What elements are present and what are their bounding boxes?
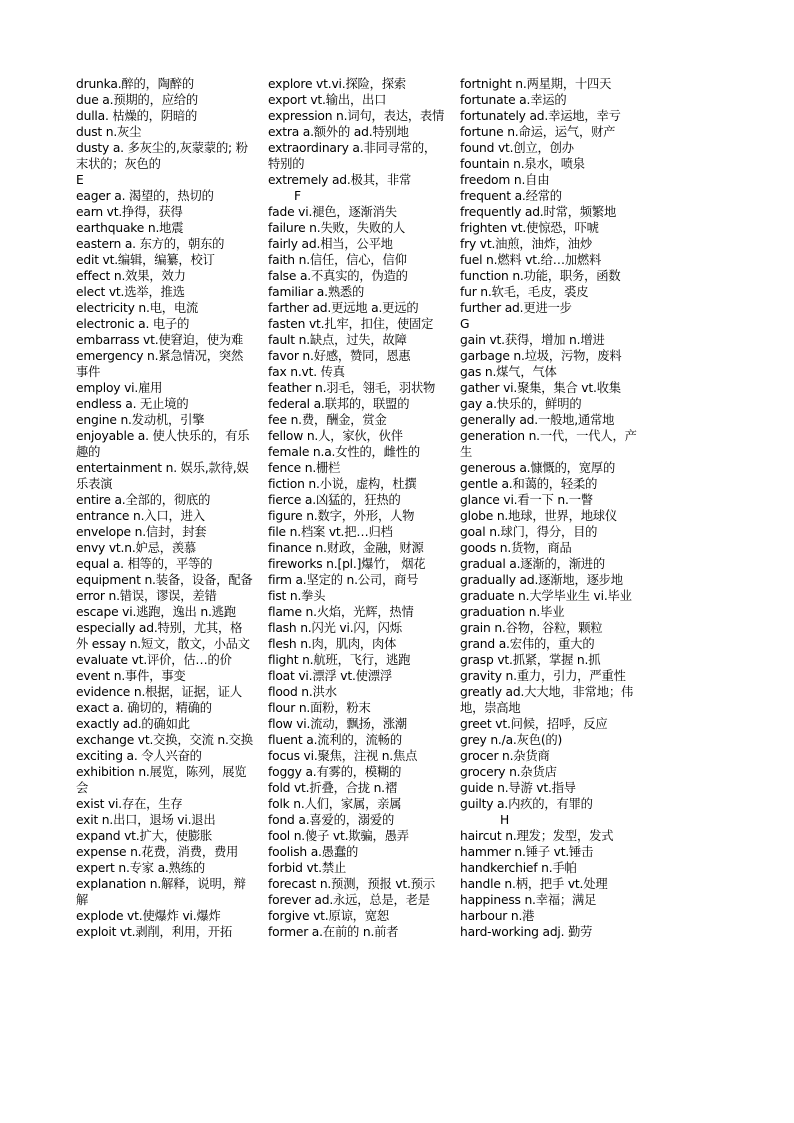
vocab-entry: folk n.人们，家属，亲属 (268, 797, 402, 811)
vocab-entry: forgive vt.原谅，宽恕 (268, 909, 389, 923)
vocab-column-2 (268, 76, 446, 940)
vocab-entry: engine n.发动机，引擎 (76, 413, 205, 427)
vocab-entry: grain n.谷物，谷粒，颗粒 (460, 621, 603, 635)
vocab-entry: emergency n.紧急情况，突然事件 (76, 349, 244, 379)
vocab-entry: failure n.失败，失败的人 (268, 221, 406, 235)
section-letter: H (500, 813, 510, 827)
vocab-entry: figure n.数字，外形，人物 (268, 509, 415, 523)
vocab-entry: earn vt.挣得，获得 (76, 205, 183, 219)
vocab-entry: exactly ad.的确如此 (76, 717, 190, 731)
vocab-entry: evaluate vt.评价，估…的价 (76, 653, 232, 667)
vocab-entry: embarrass vt.使窘迫，使为难 (76, 333, 244, 347)
vocab-entry: greet vt.问候，招呼，反应 (460, 717, 608, 731)
vocab-entry: further ad.更进一步 (460, 301, 572, 315)
vocab-entry: guilty a.内疚的，有罪的 (460, 797, 593, 811)
vocab-entry: happiness n.幸福；满足 (460, 893, 597, 907)
vocab-entry: flash n.闪光 vi.闪，闪烁 (268, 621, 402, 635)
vocab-entry: favor n.好感，赞同，恩惠 (268, 349, 411, 363)
vocab-entry: grocery n.杂货店 (460, 765, 557, 779)
vocab-entry: frequently ad.时常，频繁地 (460, 205, 617, 219)
vocab-entry: forbid vt.禁止 (268, 861, 347, 875)
vocab-entry: focus vi.聚焦，注视 n.焦点 (268, 749, 418, 763)
vocab-entry: explanation n.解释，说明，辩解 (76, 877, 246, 907)
vocab-entry: generally ad.一般地,通常地 (460, 413, 615, 427)
vocab-entry: file n.档案 vt.把…归档 (268, 525, 393, 539)
vocab-entry: frighten vt.使惊恐，吓唬 (460, 221, 599, 235)
section-letter: E (76, 173, 84, 187)
vocab-entry: dusty a. 多灰尘的,灰蒙蒙的; 粉末状的；灰色的 (76, 141, 248, 171)
vocab-entry: fortnight n.两星期，十四天 (460, 77, 612, 91)
vocab-entry: flood n.洪水 (268, 685, 337, 699)
vocab-entry: frequent a.经常的 (460, 189, 562, 203)
vocab-entry: dulla. 枯燥的，阴暗的 (76, 109, 198, 123)
vocab-entry: fond a.喜爱的，溺爱的 (268, 813, 395, 827)
vocab-entry: gradually ad.逐渐地，逐步地 (460, 573, 623, 587)
vocab-entry: gay a.快乐的，鲜明的 (460, 397, 582, 411)
vocab-entry: gas n.煤气，气体 (460, 365, 557, 379)
vocab-entry: expense n.花费，消费，费用 (76, 845, 239, 859)
vocab-entry: glance vi.看一下 n.一瞥 (460, 493, 593, 507)
vocab-entry: gather vi.聚集，集合 vt.收集 (460, 381, 621, 395)
vocab-entry: goods n.货物，商品 (460, 541, 572, 555)
vocab-entry: globe n.地球，世界，地球仪 (460, 509, 618, 523)
vocab-entry: guide n.导游 vt.指导 (460, 781, 576, 795)
vocab-entry: found vt.创立，创办 (460, 141, 574, 155)
vocab-entry: federal a.联邦的，联盟的 (268, 397, 410, 411)
vocab-entry: greatly ad.大大地，非常地；伟地，崇高地 (460, 685, 634, 715)
vocab-entry: exhibition n.展览，陈列，展览会 (76, 765, 247, 795)
vocab-entry: feather n.羽毛，翎毛，羽状物 (268, 381, 436, 395)
vocab-entry: fortune n.命运，运气，财产 (460, 125, 616, 139)
vocab-entry: fade vi.褪色，逐渐消失 (268, 205, 397, 219)
vocab-entry: flight n.航班，飞行，逃跑 (268, 653, 411, 667)
vocab-entry: fasten vt.扎牢，扣住，使固定 (268, 317, 434, 331)
vocab-entry: edit vt.编辑，编纂，校订 (76, 253, 215, 267)
vocab-entry: gain vt.获得，增加 n.增进 (460, 333, 605, 347)
vocab-entry: flow vi.流动，飘扬，涨潮 (268, 717, 408, 731)
vocab-entry: fierce a.凶猛的，狂热的 (268, 493, 401, 507)
vocab-entry: exciting a. 令人兴奋的 (76, 749, 202, 763)
vocab-entry: gravity n.重力，引力，严重性 (460, 669, 626, 683)
vocab-entry: faith n.信任，信心，信仰 (268, 253, 407, 267)
vocab-entry: fireworks n.[pl.]爆竹， 烟花 (268, 557, 426, 571)
vocab-entry: expression n.词句，表达，表情 (268, 109, 445, 123)
vocab-entry: evidence n.根据，证据，证人 (76, 685, 242, 699)
vocab-entry: garbage n.垃圾，污物，废料 (460, 349, 622, 363)
vocab-entry: fence n.栅栏 (268, 461, 341, 475)
vocab-entry: fountain n.泉水，喷泉 (460, 157, 585, 171)
vocab-entry: graduation n.毕业 (460, 605, 565, 619)
vocab-column-1 (76, 76, 254, 940)
vocab-entry: fold vt.折叠，合拢 n.褶 (268, 781, 397, 795)
vocab-entry: error n.错误，谬误，差错 (76, 589, 217, 603)
vocab-entry: earthquake n.地震 (76, 221, 184, 235)
vocab-entry: fairly ad.相当，公平地 (268, 237, 393, 251)
vocab-entry: electronic a. 电子的 (76, 317, 190, 331)
vocab-entry: envy vt.n.妒忌，羡慕 (76, 541, 197, 555)
vocab-entry: grasp vt.抓紧，掌握 n.抓 (460, 653, 601, 667)
vocab-entry: female n.a.女性的，雌性的 (268, 445, 420, 459)
vocab-entry: fool n.傻子 vt.欺骗，愚弄 (268, 829, 409, 843)
vocab-entry: envelope n.信封，封套 (76, 525, 207, 539)
vocab-entry: eastern a. 东方的，朝东的 (76, 237, 225, 251)
vocab-entry: endless a. 无止境的 (76, 397, 189, 411)
vocab-entry: escape vi.逃跑，逸出 n.逃跑 (76, 605, 236, 619)
vocab-entry: employ vi.雇用 (76, 381, 163, 395)
vocab-column-3 (460, 76, 638, 940)
vocab-entry: familiar a.熟悉的 (268, 285, 365, 299)
vocab-entry: harbour n.港 (460, 909, 535, 923)
vocab-entry: extremely ad.极其，非常 (268, 173, 412, 187)
vocab-entry: forecast n.预测，预报 vt.预示 (268, 877, 435, 891)
vocab-entry: flame n.火焰，光辉，热情 (268, 605, 414, 619)
vocab-entry: event n.事件，事变 (76, 669, 186, 683)
vocab-entry: grand a.宏伟的，重大的 (460, 637, 595, 651)
vocab-entry: fiction n.小说，虚构，杜撰 (268, 477, 417, 491)
vocab-entry: generous a.慷慨的，宽厚的 (460, 461, 616, 475)
vocab-entry: fry vt.油煎，油炸，油炒 (460, 237, 592, 251)
vocab-entry: exist vi.存在，生存 (76, 797, 183, 811)
vocab-entry: explore vt.vi.探险，探索 (268, 77, 406, 91)
vocab-entry: exploit vt.剥削，利用，开拓 (76, 925, 233, 939)
vocab-entry: freedom n.自由 (460, 173, 550, 187)
vocab-entry: fellow n.人，家伙，伙伴 (268, 429, 403, 443)
vocab-entry: gradual a.逐渐的，渐进的 (460, 557, 605, 571)
vocab-entry: enjoyable a. 使人快乐的，有乐趣的 (76, 429, 250, 459)
vocab-entry: fault n.缺点，过失，故障 (268, 333, 407, 347)
vocab-entry: extraordinary a.非同寻常的，特别的 (268, 141, 437, 171)
vocab-entry: handle n.柄，把手 vt.处理 (460, 877, 608, 891)
vocab-entry: equipment n.装备，设备，配备 (76, 573, 253, 587)
vocab-entry: extra a.额外的 ad.特别地 (268, 125, 409, 139)
vocab-entry: firm a.坚定的 n.公司，商号 (268, 573, 419, 587)
vocab-entry: entire a.全部的，彻底的 (76, 493, 211, 507)
vocab-entry: grocer n.杂货商 (460, 749, 550, 763)
vocab-entry: explode vt.使爆炸 vi.爆炸 (76, 909, 221, 923)
vocab-entry: elect vt.选举，推选 (76, 285, 185, 299)
vocab-entry: fax n.vt. 传真 (268, 365, 345, 379)
vocab-entry: fluent a.流利的，流畅的 (268, 733, 402, 747)
vocab-entry: eager a. 渴望的，热切的 (76, 189, 214, 203)
vocab-entry: fist n.拳头 (268, 589, 326, 603)
vocab-entry: fee n.费，酬金，赏金 (268, 413, 387, 427)
vocab-entry: forever ad.永远，总是，老是 (268, 893, 430, 907)
vocab-entry: haircut n.理发；发型，发式 (460, 829, 614, 843)
vocab-entry: finance n.财政，金融，财源 (268, 541, 424, 555)
vocab-entry: generation n.一代，一代人，产生 (460, 429, 637, 459)
vocab-entry: foolish a.愚蠢的 (268, 845, 359, 859)
vocab-entry: fortunate a.幸运的 (460, 93, 567, 107)
vocab-entry: due a.预期的，应给的 (76, 93, 198, 107)
vocab-entry: entrance n.入口，进入 (76, 509, 205, 523)
vocab-entry: fur n.软毛，毛皮，裘皮 (460, 285, 589, 299)
vocab-entry: former a.在前的 n.前者 (268, 925, 399, 939)
vocab-entry: effect n.效果，效力 (76, 269, 186, 283)
vocab-entry: hammer n.锤子 vt.锤击 (460, 845, 594, 859)
vocab-entry: goal n.球门，得分，目的 (460, 525, 598, 539)
vocab-entry: electricity n.电，电流 (76, 301, 199, 315)
vocab-entry: handkerchief n.手帕 (460, 861, 577, 875)
vocab-entry: dust n.灰尘 (76, 125, 142, 139)
vocab-entry: drunka.醉的，陶醉的 (76, 77, 194, 91)
vocab-entry: export vt.输出，出口 (268, 93, 387, 107)
vocab-entry: false a.不真实的，伪造的 (268, 269, 408, 283)
vocab-entry: flesh n.肉，肌肉，肉体 (268, 637, 397, 651)
vocab-entry: graduate n.大学毕业生 vi.毕业 (460, 589, 632, 603)
vocab-entry: exchange vt.交换，交流 n.交换 (76, 733, 253, 747)
vocab-entry: equal a. 相等的，平等的 (76, 557, 213, 571)
section-letter: G (460, 317, 470, 331)
vocab-entry: foggy a.有雾的，模糊的 (268, 765, 402, 779)
vocab-entry: hard-working adj. 勤劳 (460, 925, 593, 939)
vocab-entry: function n.功能，职务，函数 (460, 269, 621, 283)
vocab-entry: float vi.漂浮 vt.使漂浮 (268, 669, 392, 683)
vocab-entry: exact a. 确切的，精确的 (76, 701, 212, 715)
vocab-entry: exit n.出口，退场 vi.退出 (76, 813, 216, 827)
vocab-entry: farther ad.更远地 a.更远的 (268, 301, 419, 315)
vocab-entry: expand vt.扩大，使膨胀 (76, 829, 213, 843)
section-letter: F (294, 189, 301, 203)
vocab-entry: flour n.面粉，粉末 (268, 701, 371, 715)
vocab-entry: gentle a.和蔼的，轻柔的 (460, 477, 598, 491)
vocab-entry: fortunately ad.幸运地，幸亏 (460, 109, 621, 123)
vocab-entry: especially ad.特别，尤其，格外 essay n.短文，散文，小品文 (76, 621, 250, 651)
vocab-entry: fuel n.燃料 vt.给…加燃料 (460, 253, 602, 267)
vocab-entry: expert n.专家 a.熟练的 (76, 861, 205, 875)
vocab-entry: grey n./a.灰色(的) (460, 733, 563, 747)
vocab-entry: entertainment n. 娱乐,款待,娱乐表演 (76, 461, 249, 491)
